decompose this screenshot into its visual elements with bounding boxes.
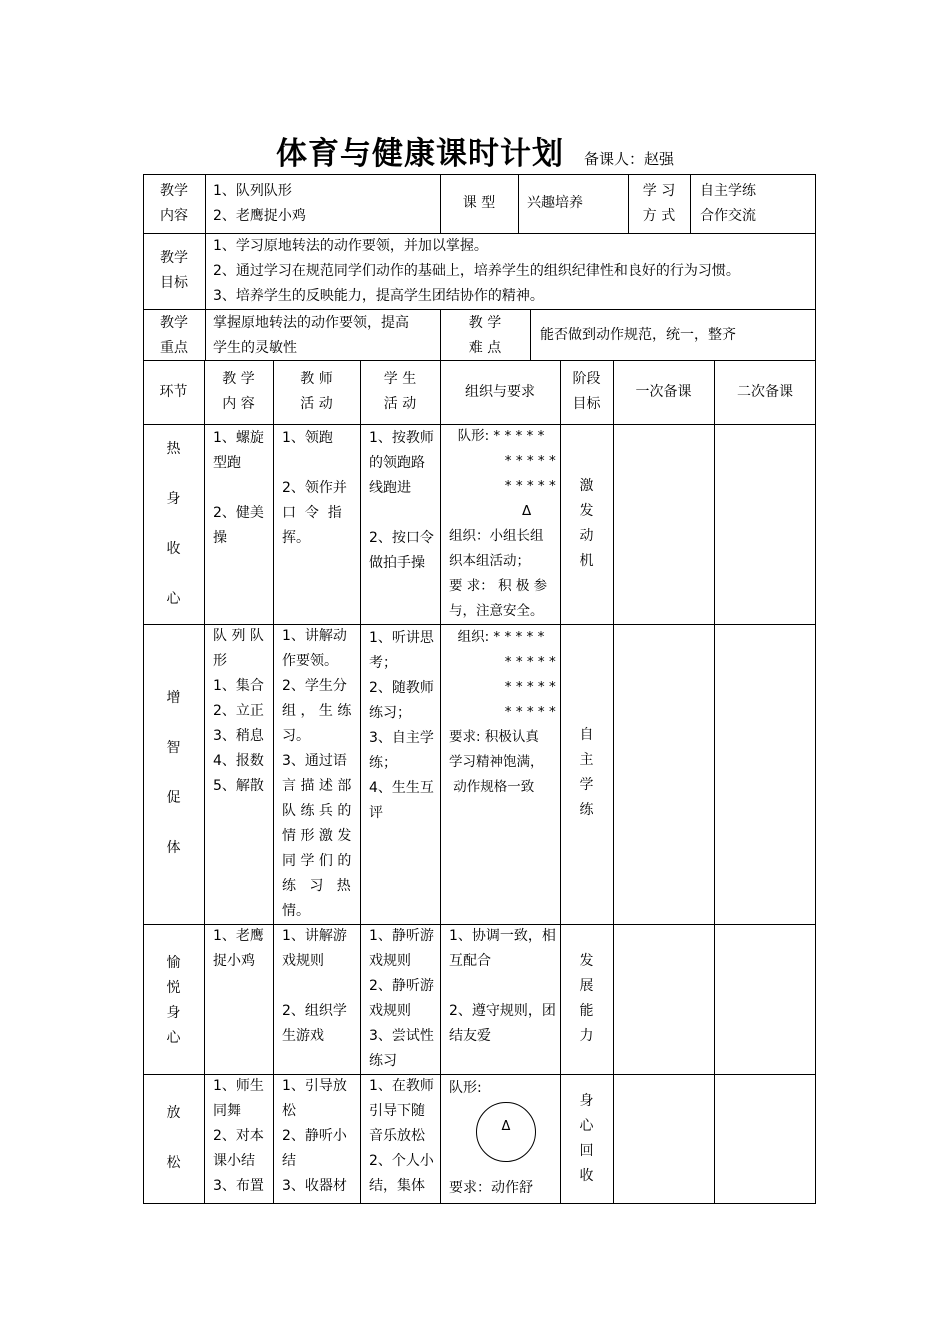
header-second-prep: 二次备课 [737,384,793,400]
learning-method-value: 自主学练 合作交流 [700,183,756,224]
row-student-activity: 1、静听游 戏规则 2、静听游 戏规则 3、尝试性 练习 [369,928,434,1069]
row-teacher-activity: 1、讲解动 作要领。 2、学生分 组 ， 生 练 习。 3、通过语 言 描 述 部 队 练 兵 的 情 形 激 发 同 学 们 的 练 习 热 情。 [282,628,352,919]
col-divider [273,360,274,1204]
row-teacher-activity: 1、领跑 2、领作并 口 令 指 挥。 [282,430,347,546]
row-stage-goal: 自 主 学 练 [579,727,594,818]
difficulty-label: 教 学 难 点 [468,315,502,356]
row-divider [143,309,816,310]
row-student-activity: 1、在教师 引导下随 音乐放松 2、个人小 结，集体 [369,1078,434,1194]
header-content: 教 学 内 容 [222,371,255,412]
difficulty-value: 能否做到动作规范，统一，整齐 [540,327,736,343]
learning-method-label: 学 习 方 式 [642,183,676,224]
header-organization: 组织与要求 [465,384,535,400]
row-student-activity: 1、听讲思 考； 2、随教师 练习； 3、自主学 练； 4、生生互 评 [369,630,434,821]
row-content: 队 列 队 形 1、集合 2、立正 3、稍息 4、报数 5、解散 [213,628,264,794]
stage-relax: 放 松 [166,1105,181,1171]
page-title: 体育与健康课时计划 [275,136,564,172]
row-organization-formation: 队形: [449,1080,482,1096]
header-first-prep: 一次备课 [635,384,692,400]
row-content: 1、螺旋 型跑 2、健美 操 [213,430,264,546]
col-divider [204,360,205,1204]
col-divider [360,360,361,1204]
col-divider [530,309,531,360]
row-organization-requirement: 要求：动作舒 [449,1180,533,1196]
page-header [0,128,950,173]
key-point-value: 掌握原地转法的动作要领，提高 学生的灵敏性 [213,315,409,356]
row-stage-goal: 身 心 回 收 [579,1093,594,1184]
content-value: 1、队列队形 2、老鹰捉小鸡 [213,183,306,224]
key-point-label: 教学 重点 [160,315,188,356]
col-divider [205,174,206,360]
row-stage-goal: 激 发 动 机 [579,478,594,569]
row-organization: 队形: * * * * * * * * * * * * * * * Δ 组织：小组长组 织本组活动； 要 求： 积 极 参 与，注意安全。 [449,428,556,619]
teacher-position-mark: Δ [501,1119,511,1134]
header-stage-goal: 阶段 目标 [572,371,601,412]
header-stage: 环节 [159,384,188,400]
author-label: 备课人：赵强 [583,150,674,168]
row-content: 1、师生 同舞 2、对本 课小结 3、布置 [213,1078,264,1194]
stage-warmup: 热 身 收 心 [166,441,181,607]
row-teacher-activity: 1、讲解游 戏规则 2、组织学 生游戏 [282,928,347,1044]
stage-games: 愉 悦 身 心 [166,955,181,1046]
row-content: 1、老鹰 捉小鸡 [213,928,264,969]
lesson-type-value: 兴趣培养 [527,195,583,211]
row-student-activity: 1、按教师 的领跑路 线跑进 2、按口令 做拍手操 [369,430,434,571]
col-divider [518,174,519,233]
col-divider [613,360,614,1204]
col-divider [690,174,691,233]
row-organization: 1、协调一致，相 互配合 2、遵守规则，团 结友爱 [449,928,556,1044]
col-divider [714,360,715,1204]
goal-label: 教学 目标 [160,250,188,291]
row-stage-goal: 发 展 能 力 [579,953,594,1044]
row-teacher-activity: 1、引导放 松 2、静听小 结 3、收器材 [282,1078,347,1194]
col-divider [440,360,441,1204]
content-label: 教学 内容 [160,183,188,224]
goal-value: 1、学习原地转法的动作要领，并加以掌握。 2、通过学习在规范同学们动作的基础上，培养学生的组织纪律性和良好的行为习惯。 3、培养学生的反映能力，提高学生团结协作的精神。 [213,238,740,304]
lesson-type-label: 课 型 [462,195,496,211]
row-organization: 组织: * * * * * * * * * * * * * * * * * * * * 要求: 积极认真 学习精神饱满， 动作规格一致 [449,629,556,795]
header-teacher-activity: 教 师 活 动 [300,371,333,412]
stage-skill: 增 智 促 体 [166,690,181,856]
header-student-activity: 学 生 活 动 [383,371,417,412]
